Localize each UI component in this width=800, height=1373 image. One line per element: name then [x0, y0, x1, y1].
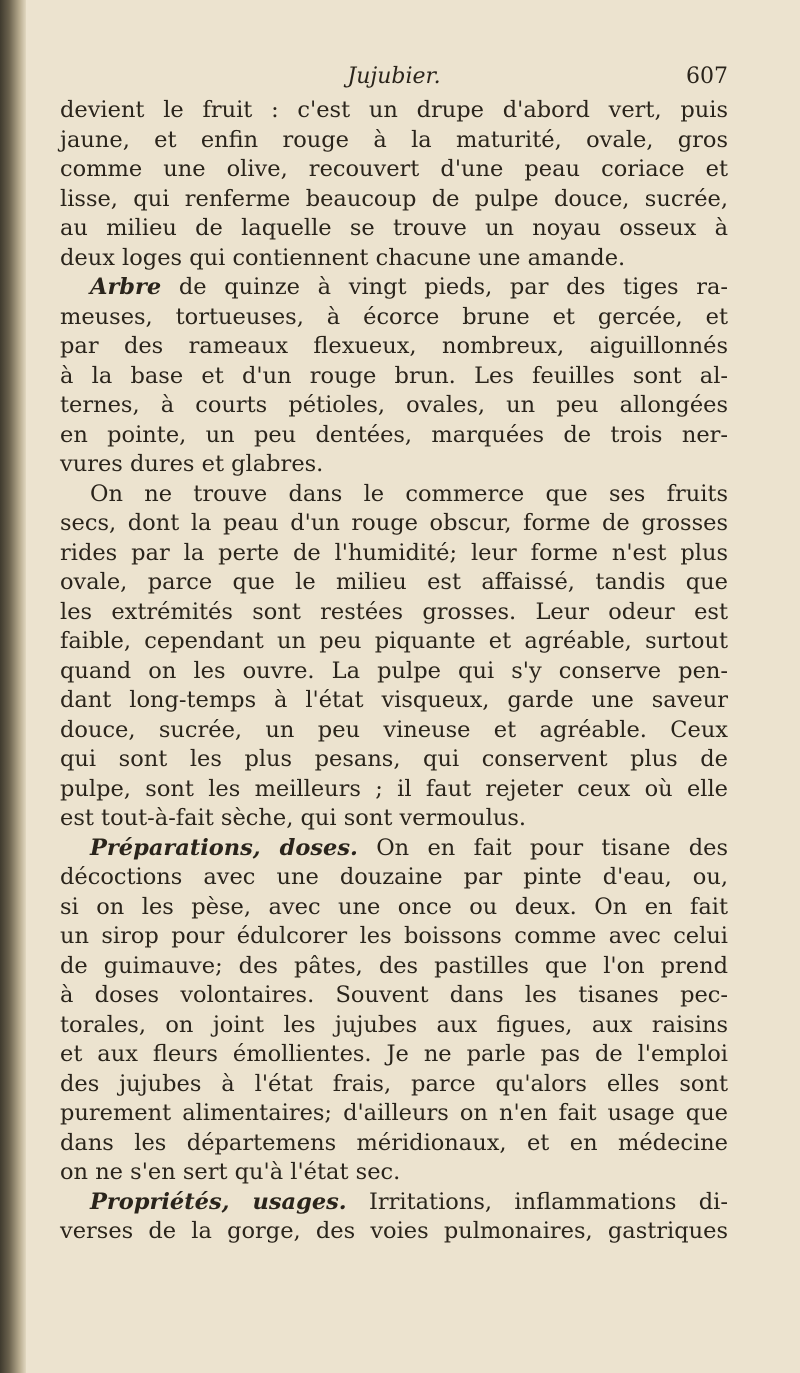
text-line: on ne s'en sert qu'à l'état sec. — [60, 1159, 401, 1185]
page-binding-edge — [0, 0, 26, 1373]
text-line: dant long-temps à l'état visqueux, garde une saveur — [60, 687, 728, 713]
text-line: décoctions avec une douzaine par pinte d'eau, ou, — [60, 864, 728, 890]
page-text — [60, 62, 728, 1247]
text-line: à la base et d'un rouge brun. Les feuilles sont al- — [60, 362, 728, 389]
text-line: faible, cependant un peu piquante et agréable, surtout — [60, 628, 728, 654]
text-line: douce, sucrée, un peu vineuse et agréable. Ceux — [60, 716, 728, 743]
text-line — [60, 273, 728, 303]
text-line: est tout-à-fait sèche, qui sont vermoulus. — [60, 805, 527, 831]
text-line: des jujubes à l'état frais, parce qu'alors elles sont — [60, 1070, 728, 1097]
text-line: à doses volontaires. Souvent dans les tisanes pec- — [60, 982, 728, 1008]
section-text: de quinze à vingt pieds, par des tiges ra- — [161, 274, 728, 300]
text-line: qui sont les plus pesans, qui conservent plus de — [60, 746, 728, 772]
text-line: devient le fruit : c'est un drupe d'abord vert, puis — [60, 97, 728, 123]
text-line: et aux fleurs émollientes. Je ne parle pas de l'emploi — [60, 1041, 728, 1067]
page-number: 607 — [686, 64, 728, 89]
text-line: un sirop pour édulcorer les boissons comme avec celui — [60, 923, 728, 949]
text-line — [60, 834, 728, 864]
text-line: de guimauve; des pâtes, des pastilles que l'on prend — [60, 952, 728, 979]
text-line: pulpe, sont les meilleurs ; il faut rejeter ceux où elle — [60, 775, 728, 802]
text-line: On ne trouve dans le commerce que ses fruits — [90, 480, 728, 507]
text-line — [60, 1188, 728, 1218]
text-line: verses de la gorge, des voies pulmonaires, gastriques — [60, 1218, 728, 1244]
text-line: en pointe, un peu dentées, marquées de trois ner- — [60, 421, 728, 448]
body-text — [60, 96, 728, 1247]
text-line: si on les pèse, avec une once ou deux. On en fait — [60, 893, 728, 920]
section-heading: Préparations, doses. — [90, 834, 358, 861]
text-line: torales, on joint les jujubes aux figues, aux raisins — [60, 1011, 728, 1038]
text-line: au milieu de laquelle se trouve un noyau osseux à — [60, 215, 728, 241]
text-line: purement alimentaires; d'ailleurs on n'en fait usage que — [60, 1100, 728, 1126]
text-line: ovale, parce que le milieu est affaissé, tandis que — [60, 569, 728, 595]
section-text: Irritations, inflammations di- — [346, 1188, 728, 1215]
page-header — [60, 62, 728, 96]
section-heading: Arbre — [90, 274, 162, 300]
running-title: Jujubier. — [347, 64, 441, 89]
text-line: lisse, qui renferme beaucoup de pulpe douce, sucrée, — [60, 185, 728, 212]
text-line: par des rameaux flexueux, nombreux, aiguillonnés — [60, 333, 728, 359]
text-line: comme une olive, recouvert d'une peau coriace et — [60, 156, 728, 182]
text-line: dans les départemens méridionaux, et en médecine — [60, 1129, 728, 1156]
section-heading: Propriétés, usages. — [90, 1188, 347, 1215]
text-line: quand on les ouvre. La pulpe qui s'y conserve pen- — [60, 657, 728, 684]
text-line: jaune, et enfin rouge à la maturité, ovale, gros — [60, 126, 728, 153]
text-line: secs, dont la peau d'un rouge obscur, forme de grosses — [60, 510, 728, 536]
text-line: ternes, à courts pétioles, ovales, un peu allongées — [60, 392, 728, 418]
text-line: rides par la perte de l'humidité; leur forme n'est plus — [60, 539, 728, 566]
section-text: On en fait pour tisane des — [357, 834, 728, 861]
text-line: les extrémités sont restées grosses. Leur odeur est — [60, 598, 728, 625]
text-line: vures dures et glabres. — [60, 451, 324, 477]
text-line: meuses, tortueuses, à écorce brune et gercée, et — [60, 303, 728, 330]
text-line: deux loges qui contiennent chacune une amande. — [60, 244, 626, 271]
